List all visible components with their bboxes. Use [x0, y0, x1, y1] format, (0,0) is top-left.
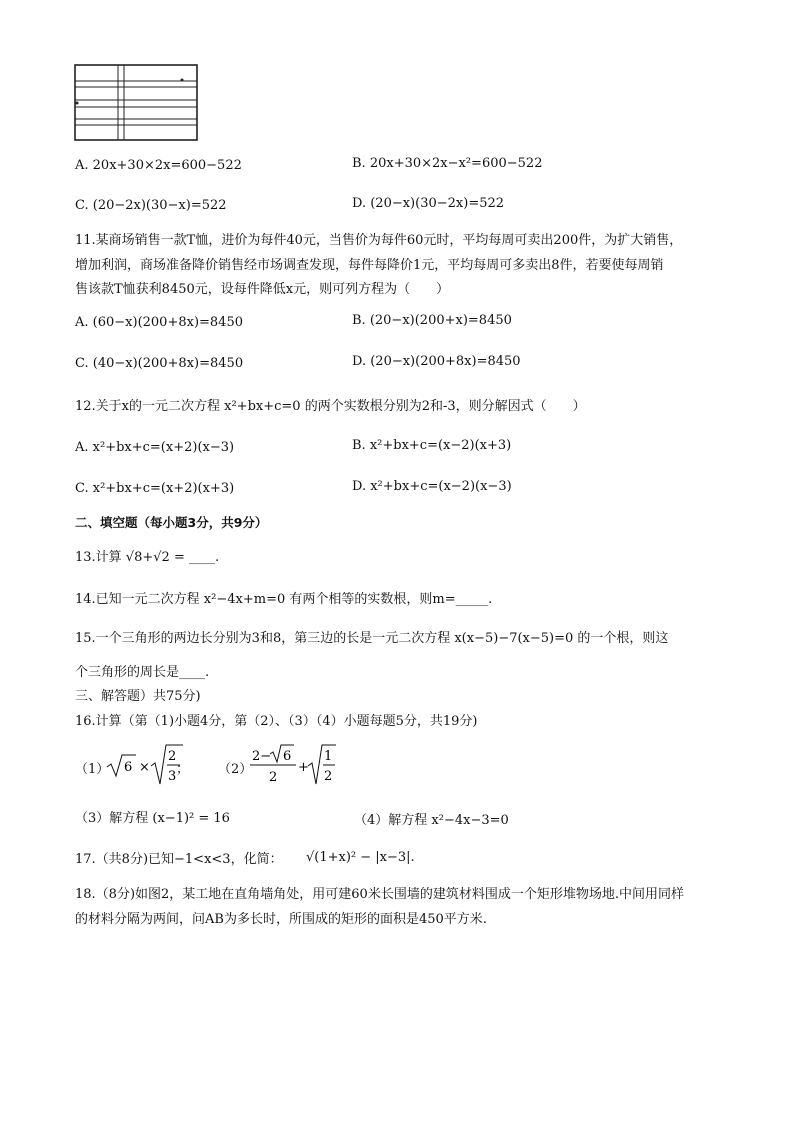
figure-border — [75, 65, 197, 140]
svg-text:3: 3 — [168, 769, 177, 784]
q12-option-a: A. x²+bx+c=(x+2)(x−3) — [75, 440, 235, 455]
q16-part4: （4）解方程 x²−4x−3=0 — [354, 813, 509, 828]
q11-option-a: A. (60−x)(200+8x)=8450 — [75, 315, 243, 330]
q11-option-d: D. (20−x)(200+8x)=8450 — [352, 354, 521, 369]
q11-text-line3: 售该款T恤获利8450元，设每件降低x元，则可列方程为（ ） — [75, 282, 450, 297]
q17-expression: √(1+x)² − |x−3|. — [306, 850, 415, 865]
figure-dot — [76, 102, 79, 105]
q10-option-c: C. (20−2x)(30−x)=522 — [75, 198, 227, 213]
q12-text: 12.关于x的一元二次方程 x²+bx+c=0 的两个实数根分别为2和-3，则分解因式（ ） — [75, 399, 586, 414]
q14-text: 14.已知一元二次方程 x²−4x+m=0 有两个相等的实数根，则m=_____. — [75, 592, 493, 607]
q16-part1-label: （1） — [75, 762, 110, 777]
section-heading-fill-in: 二、填空题（每小题3分，共9分） — [75, 515, 268, 530]
svg-text:6: 6 — [283, 749, 292, 764]
q17-text: 17.（共8分)已知−1<x<3，化简： — [75, 852, 283, 867]
q12-option-c: C. x²+bx+c=(x+2)(x+3) — [75, 481, 235, 496]
q16-part3: （3）解方程 (x−1)² = 16 — [75, 811, 230, 826]
svg-text:2: 2 — [168, 749, 177, 764]
q11-text-line1: 11.某商场销售一款T恤，进价为每件40元，当售价为每件60元时，平均每周可卖出200件，为扩大销售， — [75, 233, 683, 248]
q12-option-d: D. x²+bx+c=(x−2)(x−3) — [352, 479, 512, 494]
q11-option-c: C. (40−x)(200+8x)=8450 — [75, 356, 244, 371]
svg-text:1: 1 — [324, 749, 333, 764]
q16-part1-separator: ； — [176, 762, 190, 777]
svg-text:6: 6 — [124, 760, 133, 775]
q12-option-b: B. x²+bx+c=(x−2)(x+3) — [352, 438, 512, 453]
svg-text:2: 2 — [269, 770, 278, 785]
q16-intro: 16.计算（第（1)小题4分，第（2）、（3）（4）小题每题5分，共19分) — [75, 714, 478, 729]
figure-dot — [181, 79, 184, 82]
q18-text-line2: 的材料分隔为两间，问AB为多长时，所围成的矩形的面积是450平方米. — [75, 912, 487, 927]
grid-figure — [74, 64, 200, 142]
svg-text:2: 2 — [324, 769, 333, 784]
q15-text-line2: 个三角形的周长是____. — [75, 665, 210, 680]
q10-option-d: D. (20−x)(30−2x)=522 — [352, 196, 505, 211]
q16-part1-expression — [105, 740, 185, 790]
q10-option-a: A. 20x+30×2x=600−522 — [75, 158, 242, 173]
section-heading-solutions: 三、解答题）共75分) — [75, 689, 201, 704]
q11-option-b: B. (20−x)(200+x)=8450 — [352, 313, 512, 328]
q11-text-line2: 增加利润，商场准备降价销售经市场调查发现，每件每降价1元，平均每周可多卖出8件，若要使每周销 — [75, 258, 664, 273]
q10-option-b: B. 20x+30×2x−x²=600−522 — [352, 156, 543, 171]
svg-text:2−: 2− — [252, 749, 272, 764]
q13-text: 13.计算 √8+√2 = ____. — [75, 550, 220, 565]
q16-part2-label: （2） — [218, 762, 253, 777]
q16-part2-expression — [248, 740, 338, 790]
q18-text-line1: 18.（8分)如图2，某工地在直角墙角处，用可建60米长围墙的建筑材料围成一个矩形堆物场地.中间用同样 — [75, 887, 684, 902]
svg-text:×: × — [139, 760, 150, 775]
svg-text:+: + — [298, 760, 309, 775]
q15-text-line1: 15.一个三角形的两边长分别为3和8，第三边的长是一元二次方程 x(x−5)−7(x−5)=0 的一个根，则这 — [75, 631, 669, 646]
